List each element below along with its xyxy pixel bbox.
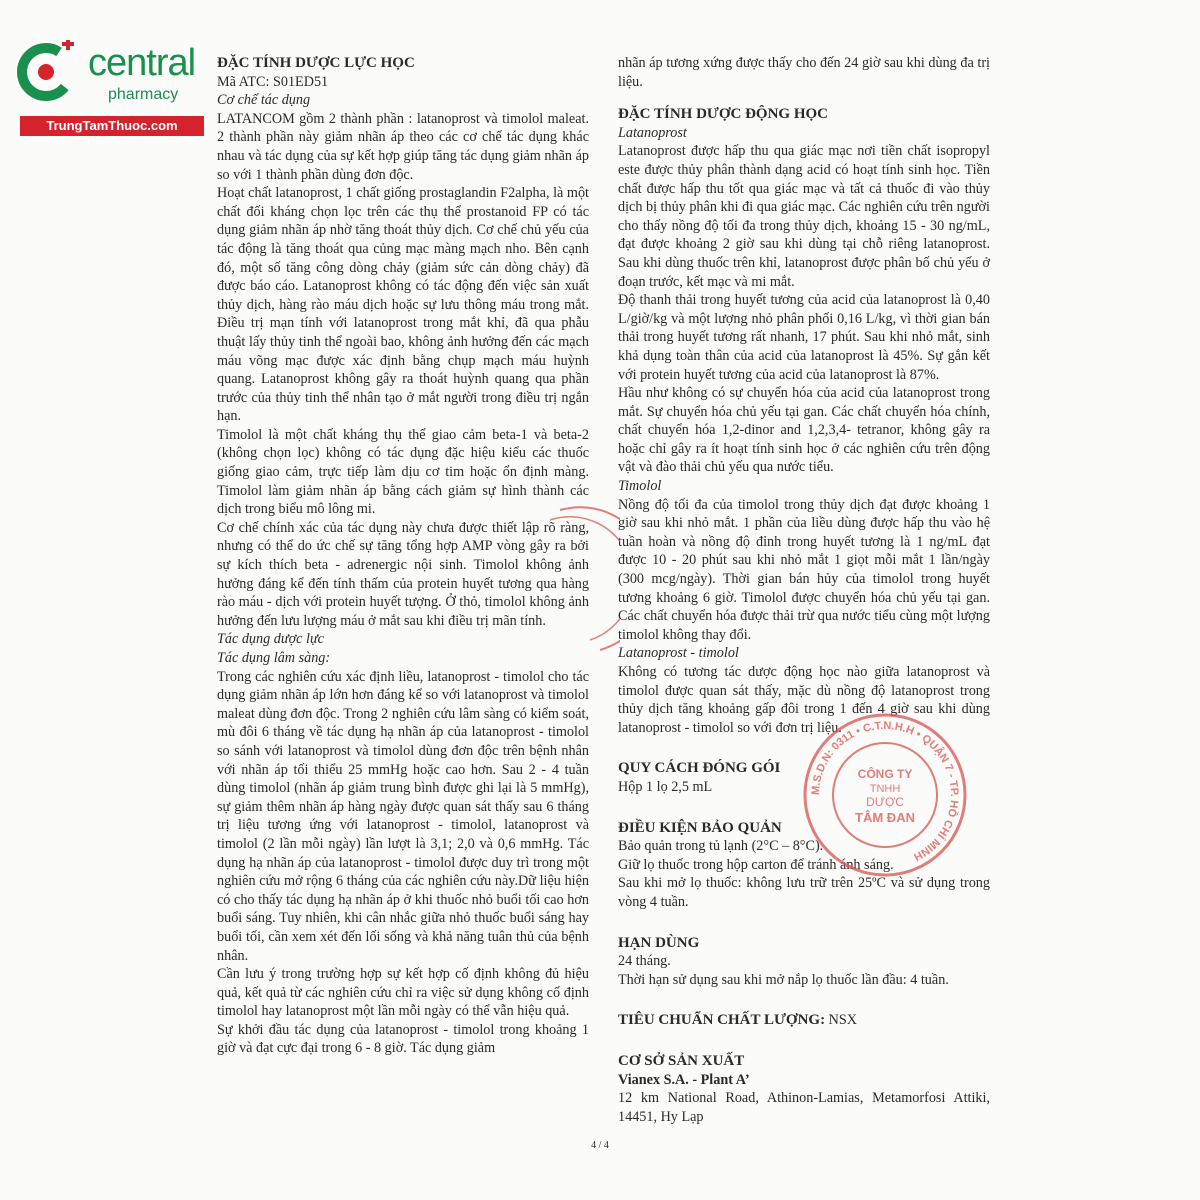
subheading-mechanism: Cơ chế tác dụng — [217, 92, 311, 109]
section-heading-pharmacokinetics: ĐẶC TÍNH DƯỢC ĐỘNG HỌC — [618, 106, 829, 123]
storage-line: Sau khi mở lọ thuốc: không lưu trữ trên 25ºC và sử dụng trong vòng 4 tuần. — [618, 875, 990, 910]
stamp-line-2: TNHH — [869, 783, 901, 795]
storage-line: Bảo quản trong tủ lạnh (2°C – 8°C). — [618, 838, 824, 855]
paragraph: LATANCOM gồm 2 thành phần : latanoprost và timolol maleat. 2 thành phần này giảm nhãn áp theo các cơ chế tác dụng khác nhau và tác dụng của sự kết hợp giúp tăng tác dụng giảm nhãn áp so với 1 thành phần dùng đơn độc. — [217, 110, 589, 183]
partial-stamp-left — [540, 500, 620, 660]
section-heading-quality: TIÊU CHUẨN CHẤT LƯỢNG: — [618, 1012, 826, 1029]
paragraph: Độ thanh thải trong huyết tương của acid của latanoprost là 0,40 L/giờ/kg và một lượng nhỏ phân phối 0,16 L/kg, vì thời gian bán thải trong huyết tương rất nhanh, 17 phút. Sau khi nhỏ mắt, sinh khả dụng toàn thân của acid của latanoprost là 45%. Sự gắn kết với protein huyết tương của acid của latanoprost là 87%. — [618, 292, 990, 383]
brand-name: central — [88, 42, 196, 84]
paragraph: nhãn áp tương xứng được thấy cho đến 24 giờ sau khi dùng đa trị liệu. — [618, 55, 990, 90]
stamp-line-4: TÂM ĐAN — [855, 810, 915, 825]
paragraph: Không có tương tác dược động học nào giữa latanoprost và timolol được quan sát thấy, mặc dù nồng độ latanoprost trong thủy dịch tăng khoảng gấp đôi trong 1 đến 4 giờ sau khi dùng latanoprost - timolol so với đơn trị liệu. — [618, 664, 990, 736]
left-column — [217, 54, 589, 1058]
paragraph: Cơ chế chính xác của tác dụng này chưa được thiết lập rõ ràng, nhưng có thể do ức chế sự tăng tổng hợp AMP vòng gây ra bởi sự kích thích beta - adrenergic nội sinh. Timolol không ảnh hưởng đáng kể đến tính thấm của protein huyết tương qua hàng rào máu - dịch với protein huyết tượng. Ở thỏ, timolol không ảnh hưởng đến lưu lượng máu ở mắt sau khi điều trị mãn tính. — [217, 519, 589, 629]
expiry-line: 24 tháng. — [618, 953, 671, 970]
manufacturer-name: Vianex S.A. - Plant A’ — [618, 1071, 750, 1088]
paragraph: Cần lưu ý trong trường hợp sự kết hợp cố định không đủ hiệu quả, kết quả từ các nghiên cứu chỉ ra việc sử dụng không cố định timolol hay latanoprost một lần mỗi ngày có thể vẫn hiệu quả. — [217, 966, 589, 1020]
quality-standard — [618, 1011, 990, 1030]
paragraph: Nồng độ tối đa của timolol trong thủy dịch đạt được khoảng 1 giờ sau khi nhỏ mắt. 1 phần của liều dùng được hấp thu vào hệ tuần hoàn và nồng độ đỉnh trong huyết tương là 1 ng/mL đạt được 10 - 20 phút sau khi nhỏ mắt 1 giọt mỗi mắt 1 lần/ngày (300 mcg/ngày). Thời gian bán hủy của timolol trong huyết tương khoảng 6 giờ. Timolol được chuyển hóa chủ yếu tại gan. Các chất chuyển hóa được thải trừ qua nước tiểu cùng một lượng timolol không thay đổi. — [618, 496, 990, 643]
site-url[interactable]: TrungTamThuoc.com — [20, 116, 204, 136]
storage-line: Giữ lọ thuốc trong hộp carton để tránh ánh sáng. — [618, 856, 894, 873]
company-stamp — [800, 710, 970, 880]
section-heading-packaging: QUY CÁCH ĐÓNG GÓI — [618, 760, 781, 777]
stamp-ring-text: M.S.D.N: 0311 • C.T.N.H.H • QUẬN 7 - TP. HỒ CHÍ MINH — [809, 719, 961, 863]
subheading-clinical-effects: Tác dụng lâm sàng: — [217, 650, 331, 666]
packaging-text: Hộp 1 lọ 2,5 mL — [618, 778, 713, 795]
paragraph: Hoạt chất latanoprost, 1 chất giống prostaglandin F2alpha, là một chất đối kháng chọn lọc trên các thụ thể prostanoid FP có tác dụng giảm nhãn áp nhờ tăng thoát thủy dịch. Cơ chế chủ yếu của tác động là tăng thoát qua củng mạc màng mạch nho. Bên cạnh đó, một số tăng công dòng chảy (giảm sức cản dòng chảy) đã được báo cáo. Latanoprost không có tác động đến việc sản xuất thủy dịch, hàng rào máu dịch hoặc sự lưu thông máu trong mắt. Điều trị mạn tính với latanoprost trong mắt khỉ, đã qua phẫu thuật lấy thủy tinh thể ngoài bao, không ảnh hưởng đến các mạch máu võng mạc được xác định bằng chụp mạch máu huỳnh quang. Latanoprost không gây ra thoát huỳnh quang qua phần trước của thủy tinh thể nhân tạo ở mắt người trong điều trị ngắn hạn. — [217, 185, 589, 425]
section-heading-storage: ĐIỀU KIỆN BẢO QUẢN — [618, 819, 782, 836]
right-column — [618, 54, 990, 1126]
subheading-timolol: Timolol — [618, 478, 662, 495]
subheading-latanoprost-timolol: Latanoprost - timolol — [618, 645, 739, 662]
paragraph: Sự khởi đầu tác dụng của latanoprost - timolol trong khoảng 1 giờ và đạt cực đại trong 6 - 8 giờ. Tác dụng giảm — [217, 1021, 589, 1057]
brand-subtitle: pharmacy — [108, 86, 179, 103]
paragraph: Latanoprost được hấp thu qua giác mạc nơi tiền chất isopropyl este được thủy phân thành dạng acid có hoạt tính sinh học. Tiền chất được hấp thu tốt qua giác mạc và tất cả thuốc đi vào thủy dịch bị thủy phân khi đi qua giác mạc. Các nghiên cứu trên người cho thấy nồng độ tối đa trong thủy dịch, khoảng 15 - 30 ng/mL, đạt được khoảng 2 giờ sau khi dùng tại chỗ riêng latanoprost. Sau khi dùng thuốc trên khỉ, latanoprost được phân bố chủ yếu ở đoạn trước, kết mạc và mi mắt. — [618, 143, 990, 290]
pharmacy-cross-icon — [10, 40, 90, 120]
subheading-latanoprost: Latanoprost — [618, 124, 687, 141]
manufacturer-address: 12 km National Road, Athinon-Lamias, Metamorfosi Attiki, 14451, Hy Lạp — [618, 1090, 990, 1125]
central-pharmacy-logo — [10, 40, 210, 140]
quality-value: NSX — [828, 1012, 858, 1029]
paragraph: Timolol là một chất kháng thụ thể giao cảm beta-1 và beta-2 (không chọn lọc) không có tác dụng đặc hiệu kiểu các thuốc giống giao cảm, trực tiếp làm dịu cơ tim hoặc ổn định màng. Timolol làm giảm nhãn áp bằng cách giảm sự hình thành các dịch trong biểu mô lông mi. — [217, 426, 589, 518]
section-heading-manufacturer: CƠ SỞ SẢN XUẤT — [618, 1052, 745, 1069]
stamp-line-3: DƯỢC — [866, 795, 904, 809]
paragraph: Hầu như không có sự chuyển hóa của acid của latanoprost trong mắt. Sự chuyển hóa chủ yếu tại gan. Các chất chuyển hóa chính, chất chuyển hóa 1,2-dinor and 1,2,3,4- tetranor, không gây ra hoặc chỉ gây ra ít hoạt tính sinh học ở các nghiên cứu trên động vật và đào thải chủ yếu qua nước tiểu. — [618, 385, 990, 476]
page-number: 4 / 4 — [591, 1140, 609, 1151]
expiry-line: Thời hạn sử dụng sau khi mở nắp lọ thuốc lần đầu: 4 tuần. — [618, 971, 949, 988]
stamp-line-1: CÔNG TY — [857, 767, 913, 781]
subheading-pharmacodynamic-effects: Tác dụng dược lực — [217, 631, 324, 648]
paragraph: Trong các nghiên cứu xác định liều, latanoprost - timolol cho tác dụng giảm nhãn áp lớn hơn đáng kể so với latanoprost và timolol maleat dùng đơn độc. Trong 2 nghiên cứu lâm sàng có kiểm soát, mù đôi 6 tháng về tác dụng hạ nhãn áp của latanoprost - timolol so sánh với latanoprost và timolol dùng đơn độc trên bệnh nhân với nhãn áp tối thiểu 25 mmHg hoặc cao hơn. Sau 2 - 4 tuần dùng timolol (nhãn áp giảm trung bình được ghi lại là 5 mmHg), sự giảm thêm nhãn áp hàng ngày được quan sát thấy sau 6 tháng trị liệu tương ứng với latanoprost - timolol, latanoprost và timolol (2 lần mỗi ngày) lần lượt là 3,1; 2,0 và 0,6 mmHg. Tác dụng hạ nhãn áp của latanoprost - timolol được duy trì trong một nghiên cứu mở rộng 6 tháng của các nghiên cứu này.Dữ liệu hiện có cho thấy tác dụng hạ nhãn áp ở khi thuốc nhỏ buổi tối cao hơn buổi sáng. Tuy nhiên, khi cân nhắc giữa nhỏ thuốc buổi sáng hay buổi tối, cần xem xét đến lối sống và khả năng tuân thủ của bệnh nhân. — [217, 668, 589, 964]
section-heading-pharmacodynamics: ĐẶC TÍNH DƯỢC LỰC HỌC — [217, 55, 415, 71]
atc-code: Mã ATC: S01ED51 — [217, 73, 329, 90]
section-heading-expiry: HẠN DÙNG — [618, 934, 700, 951]
